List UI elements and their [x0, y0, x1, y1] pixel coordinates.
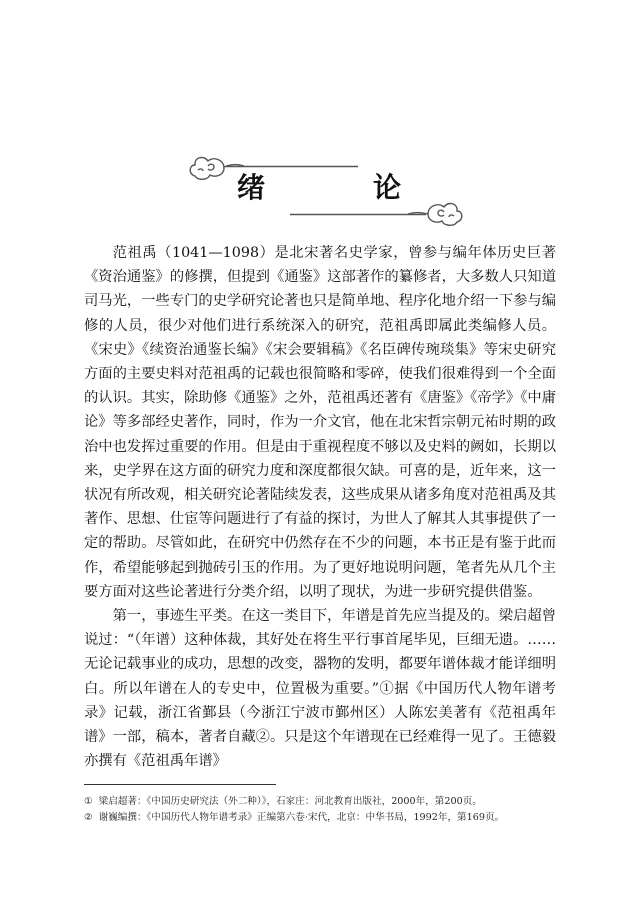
- cloud-ornament-bottom: [288, 193, 466, 233]
- footnote-text: 梁启超著：《中国历史研究法（外二种）》，石家庄：河北教育出版社，2000年，第200页。: [98, 796, 482, 807]
- footnote-1: [84, 794, 564, 810]
- footnote-marker: ②: [84, 812, 93, 823]
- footnotes: [84, 794, 564, 826]
- footnote-divider: [84, 784, 276, 785]
- paragraph-2: 第一，事迹生平类。在这一类目下，年谱是首先应当提及的。梁启超曾说过：“（年谱）这种体裁，其好处在将生平行事首尾毕见，巨细无遗。……无论记载事业的成功，思想的改变，器物的发明，都要年谱体裁才能详细明白。所以年谱在人的专史中，位置极为重要。”①据《中国历代人物年谱考录》记载，浙江省鄞县（今浙江宁波市鄞州区）人陈宏美著有《范祖禹年谱》一部，稿本，著者自藏②。只是这个年谱现在已经难得一见了。王德毅亦撰有《范祖禹年谱》: [84, 608, 556, 770]
- paragraph-1: 范祖禹（1041—1098）是北宋著名史学家，曾参与编年体历史巨著《资治通鉴》的修撰，但提到《通鉴》这部著作的纂修者，大多数人只知道司马光，一些专门的史学研究论著也只是简单地、程序化地介绍一下参与编修的人员，很少对他们进行系统深入的研究，范祖禹即属此类编修人员。《宋史》《续资治通鉴长编》《宋会要辑稿》《名臣碑传琬琰集》等宋史研究方面的主要史料对范祖禹的记载也很简略和零碎，使我们很难得到一个全面的认识。其实，除助修《通鉴》之外，范祖禹还著有《唐鉴》《帝学》《中庸论》等多部经史著作，同时，作为一介文官，他在北宋哲宗朝元祐时期的政治中也发挥过重要的作用。但是由于重视程度不够以及史料的阙如，长期以来，史学界在这方面的研究力度和深度都很欠缺。可喜的是，近年来，这一状况有所改观，相关研究论著陆续发表，这些成果从诸多角度对范祖禹及其著作、思想、仕宦等问题进行了有益的探讨，为世人了解其人其事提供了一定的帮助。尽管如此，在研究中仍然存在不少的问题，本书正是有鉴于此而作，希望能够起到抛砖引玉的作用。为了更好地说明问题，笔者先从几个主要方面对这些论著进行分类介绍，以明了现状，为进一步研究提供借鉴。: [84, 245, 556, 600]
- chapter-title: 绪 论: [236, 171, 441, 204]
- footnote-marker: ①: [84, 796, 93, 807]
- footnote-2: [84, 810, 564, 826]
- footnote-text: 谢巍编撰：《中国历代人物年谱考录》正编第六卷·宋代，北京：中华书局，1992年，第169页。: [98, 812, 505, 823]
- body-text: [84, 241, 556, 773]
